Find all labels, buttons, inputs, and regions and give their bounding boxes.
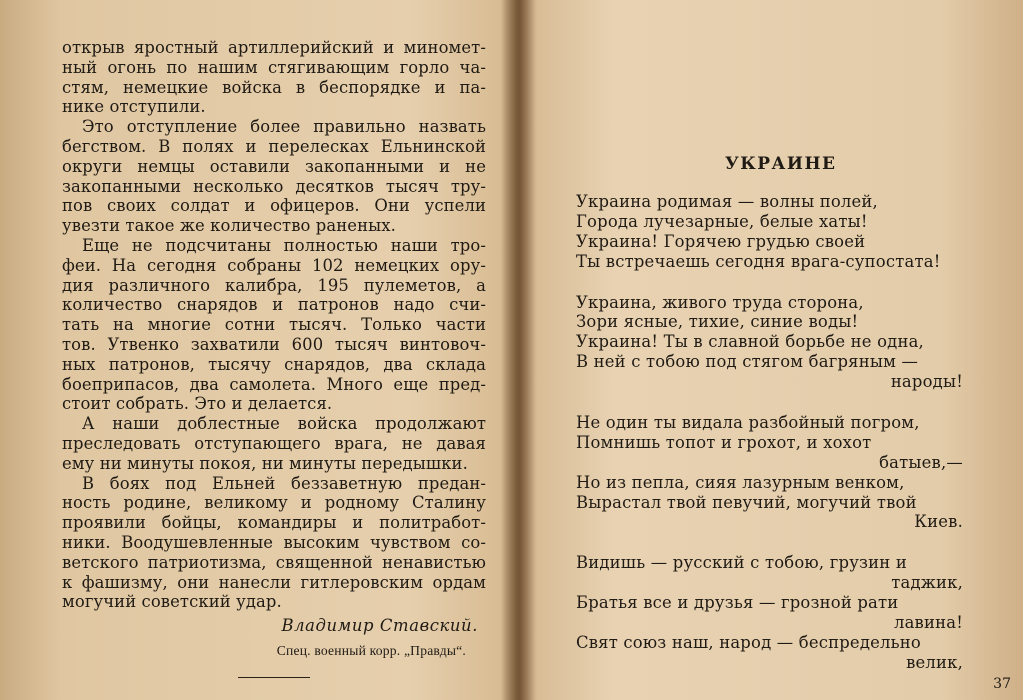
article-line: могучий советский удар.: [62, 592, 282, 612]
article-line: феи. На сегодня собраны 102 немецких ору-: [62, 255, 486, 275]
poem-line: Украина родимая — волны полей,: [576, 192, 878, 211]
poem-line: Вырастал твой певучий, могучий твой: [576, 492, 917, 512]
poem-line: Помнишь топот и грохот, и хохот: [576, 432, 872, 452]
stanza-gap: [576, 532, 963, 553]
poem-line: Зори ясные, тихие, синие воды!: [576, 312, 859, 332]
poem-body: [576, 192, 963, 673]
article-line: боеприпасов, два самолета. Много еще пред-: [62, 374, 486, 394]
article-line: ных патронов, тысячу снарядов, два склада: [62, 354, 486, 374]
article-line: Это отступление более правильно назвать: [82, 117, 486, 137]
page-number: 37: [993, 676, 1011, 692]
article-line: ники. Воодушевленные высоким чувством со-: [62, 532, 486, 552]
poem-line: лавина!: [893, 613, 963, 633]
stanza-gap: [576, 392, 963, 413]
article-line: Еще не подсчитаны полностью наши тро-: [82, 235, 486, 255]
article-line: ный огонь по нашим стягивающим горло ча-: [62, 57, 486, 77]
article-line: А наши доблестные войска продолжают: [82, 414, 486, 434]
article-line: округи немцы оставили закопанными и не: [62, 156, 486, 176]
poem-line: таджик,: [891, 573, 963, 593]
poem-line: Украина! Горячею грудью своей: [576, 231, 866, 251]
article-line: бегством. В полях и перелесках Ельнинской: [62, 136, 486, 156]
article-line: ность родине, великому и родному Сталину: [62, 493, 486, 513]
poem-line: Свят союз наш, народ — беспредельно: [576, 632, 921, 652]
article-line: тов. Утвенко захватили 600 тысяч винтовоч-: [62, 334, 486, 354]
poem-line: велик,: [906, 652, 963, 672]
correspondent-credit: Спец. военный корр. „Правды“.: [276, 643, 466, 659]
poem-line: Ты встречаешь сегодня врага-супостата!: [576, 251, 941, 271]
article-text: [62, 38, 518, 612]
poem-line: В ней с тобою под стягом багряным —: [576, 352, 919, 372]
poem-line: Города лучезарные, белые хаты!: [576, 211, 868, 231]
article-line: стям, немецкие войска в беспорядке и па-: [62, 77, 486, 97]
article-line: увезти такое же количество раненых.: [62, 216, 396, 236]
poem-line: Украина, живого труда сторона,: [576, 292, 864, 312]
poem-line: народы!: [890, 372, 963, 392]
poem-line: Не один ты видала разбойный погром,: [576, 413, 920, 433]
article-line: ему ни минуты покоя, ни минуты передышки.: [62, 453, 468, 473]
poem-line: батыев,—: [879, 452, 963, 472]
article-line: открыв яростный артиллерийский и миномет-: [62, 38, 486, 57]
article-line: пов своих солдат и офицеров. Они успели: [62, 196, 486, 216]
article-line: нике отступили.: [62, 97, 206, 117]
poem-line: Украина! Ты в славной борьбе не одна,: [576, 332, 924, 352]
article-line: ветского патриотизма, священной ненавистью: [62, 552, 486, 572]
poem-title: УКРАИНЕ: [725, 154, 837, 174]
article-line: проявили бойцы, командиры и политработ-: [62, 513, 486, 533]
poem-line: Киев.: [914, 512, 963, 532]
article-line: дия различного калибра, 195 пулеметов, а: [62, 275, 486, 295]
right-page: [520, 0, 1023, 700]
article-line: тать на многие сотни тысяч. Только части: [62, 315, 486, 335]
article-line: преследовать отступающего врага, не давая: [62, 433, 486, 453]
author-signature: Владимир Ставский.: [281, 616, 478, 636]
poem-line: Но из пепла, сияя лазурным венком,: [576, 472, 905, 492]
article-line: В боях под Ельней беззаветную предан-: [82, 473, 486, 493]
end-rule: [238, 677, 310, 678]
article-line: количество снарядов и патронов надо счи-: [62, 295, 486, 315]
poem-line: Видишь — русский с тобою, грузин и: [576, 553, 907, 573]
article-line: закопанными несколько десятков тысяч тру-: [62, 176, 486, 196]
poem-line: Братья все и друзья — грозной рати: [576, 593, 899, 613]
article-line: стоит собрать. Это и делается.: [62, 394, 333, 414]
article-line: к фашизму, они нанесли гитлеровским ордам: [62, 572, 486, 592]
stanza-gap: [576, 272, 963, 293]
